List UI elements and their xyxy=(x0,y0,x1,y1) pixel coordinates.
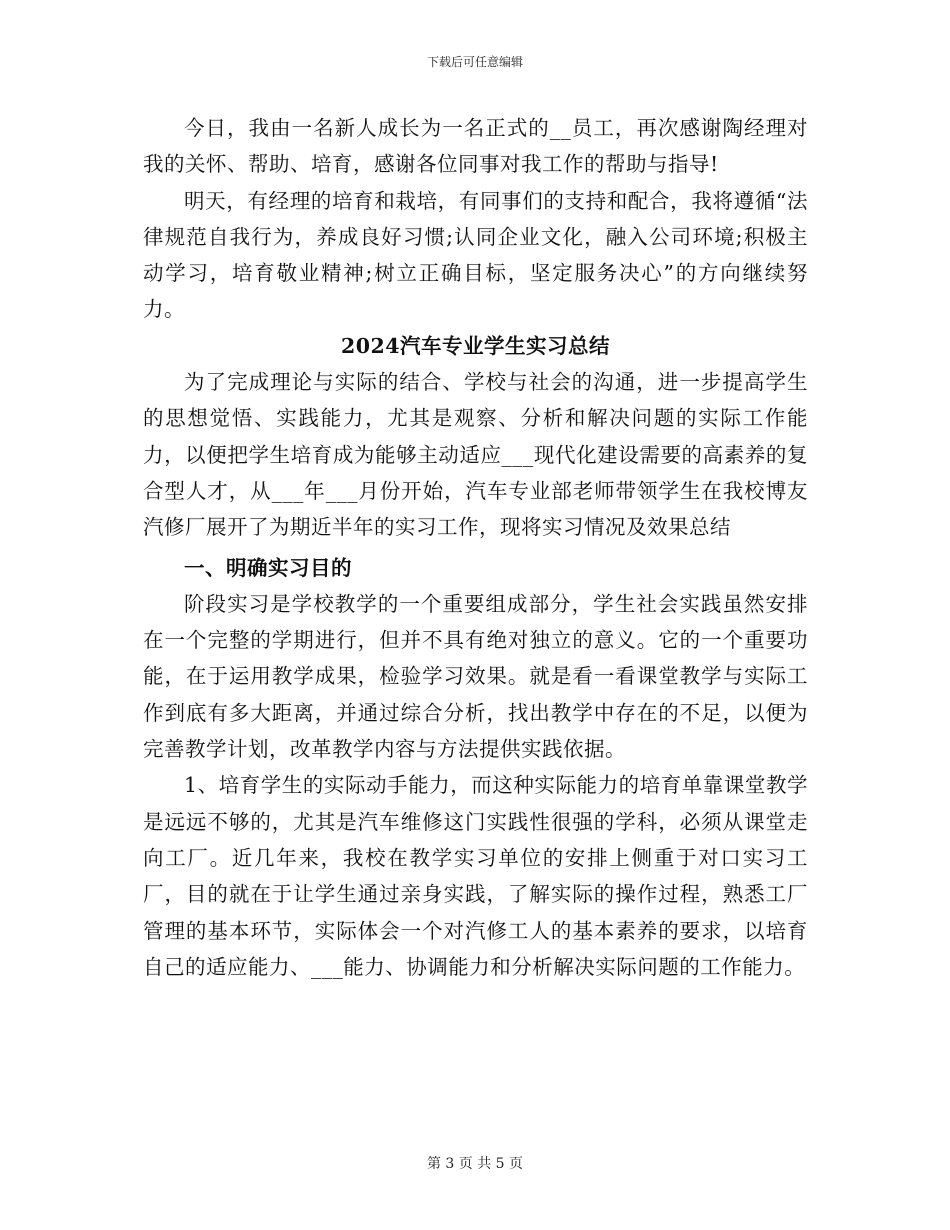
paragraph-2: 明天，有经理的培育和栽培，有同事们的支持和配合，我将遵循“法律规范自我行为，养成良好习惯;认同企业文化，融入公司环境;积极主动学习，培育敬业精神;树立正确目标，坚定服务决心”的方向继续努力。 xyxy=(143,188,808,322)
page-footer: 第 3 页 共 5 页 xyxy=(426,1156,524,1172)
document-body xyxy=(143,110,808,985)
paragraph-1: 今日，我由一名新人成长为一名正式的__员工，再次感谢陶经理对我的关怀、帮助、培育，感谢各位同事对我工作的帮助与指导! xyxy=(143,116,808,177)
paragraph-4: 阶段实习是学校教学的一个重要组成部分，学生社会实践虽然安排在一个完整的学期进行，但并不具有绝对独立的意义。它的一个重要功能，在于运用教学成果，检验学习效果。就是看一看课堂教学与实际工作到底有多大距离，并通过综合分析，找出教学中存在的不足，以便为完善教学计划，改革教学内容与方法提供实践依据。 xyxy=(143,591,808,762)
page-header: 下载后可任意编辑 xyxy=(426,55,523,69)
section-heading-1: 一、明确实习目的 xyxy=(184,555,352,580)
paragraph-5: 1、培育学生的实际动手能力，而这种实际能力的培育单靠课堂教学是远远不够的，尤其是汽车维修这门实践性很强的学科，必须从课堂走向工厂。近几年来，我校在教学实习单位的安排上侧重于对口实习工厂，目的就在于让学生通过亲身实践，了解实际的操作过程，熟悉工厂管理的基本环节，实际体会一个对汽修工人的基本素养的要求，以培育自己的适应能力、___能力、协调能力和分析解决实际问题的工作能力。 xyxy=(143,773,808,979)
paragraph-3: 为了完成理论与实际的结合、学校与社会的沟通，进一步提高学生的思想觉悟、实践能力，尤其是观察、分析和解决问题的实际工作能力，以便把学生培育成为能够主动适应___现代化建设需要的高素养的复合型人才，从___年___月份开始，汽车专业部老师带领学生在我校博友汽修厂展开了为期近半年的实习工作，现将实习情况及效果总结 xyxy=(143,370,808,540)
document-title: 2024汽车专业学生实习总结 xyxy=(340,333,611,358)
